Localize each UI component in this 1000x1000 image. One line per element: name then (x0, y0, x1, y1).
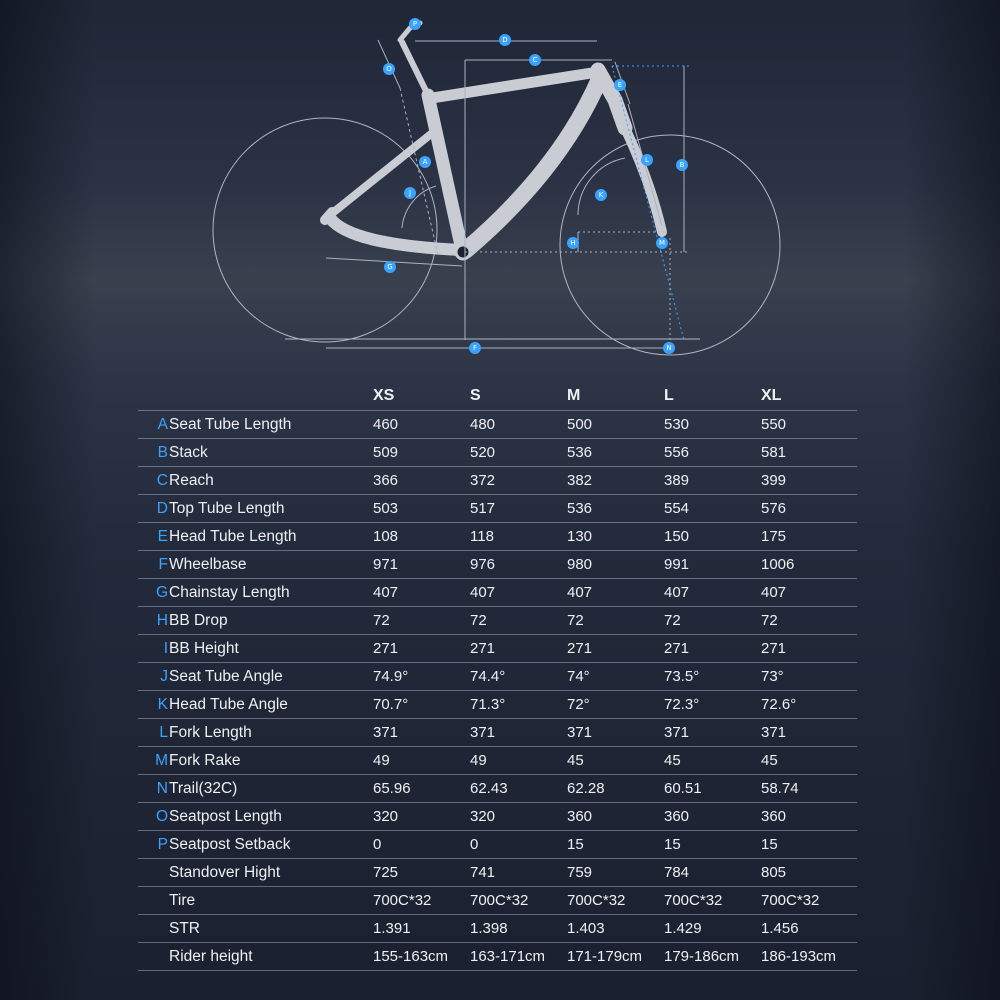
dimension-name-cell (138, 747, 373, 775)
dimension-name: Seatpost Setback (169, 835, 291, 853)
table-row (138, 887, 857, 915)
value-cell: 971 (373, 551, 470, 579)
value-cell: 805 (761, 859, 857, 887)
badge-letter: N (666, 344, 672, 352)
bike-geometry-diagram (0, 0, 1000, 380)
value-cell: 382 (567, 467, 664, 495)
value-cell: 1.456 (761, 915, 857, 943)
size-header: XL (761, 382, 857, 411)
value-cell: 1.403 (567, 915, 664, 943)
value-cell: 554 (664, 495, 761, 523)
dimension-letter: N (156, 779, 168, 797)
badge-letter: F (472, 344, 478, 352)
value-cell: 407 (761, 579, 857, 607)
dimension-letter: A (157, 415, 168, 433)
size-header: S (470, 382, 567, 411)
table-row (138, 495, 857, 523)
dimension-letter: J (160, 667, 168, 685)
value-cell: 360 (664, 803, 761, 831)
value-cell: 576 (761, 495, 857, 523)
value-cell: 320 (373, 803, 470, 831)
badge-letter: H (570, 239, 576, 247)
value-cell: 991 (664, 551, 761, 579)
dimension-name: Reach (169, 471, 214, 489)
value-cell: 0 (373, 831, 470, 859)
value-cell: 271 (664, 635, 761, 663)
dimension-letter: F (158, 555, 168, 573)
dimension-name-cell (138, 691, 373, 719)
value-cell: 49 (470, 747, 567, 775)
value-cell: 73° (761, 663, 857, 691)
dimension-name-cell (138, 831, 373, 859)
table-row (138, 579, 857, 607)
value-cell: 72 (567, 607, 664, 635)
value-cell: 500 (567, 411, 664, 439)
table-header-row (138, 382, 857, 411)
value-cell: 556 (664, 439, 761, 467)
dimension-name-cell (138, 439, 373, 467)
value-cell: 179-186cm (664, 943, 761, 971)
value-cell: 741 (470, 859, 567, 887)
value-cell: 73.5° (664, 663, 761, 691)
dimension-badge-e (614, 79, 626, 91)
value-cell: 371 (470, 719, 567, 747)
value-cell: 550 (761, 411, 857, 439)
dimension-badge-f (469, 342, 481, 354)
dimension-letter: G (155, 583, 168, 601)
dimension-name-cell (138, 719, 373, 747)
dimension-letter: O (155, 807, 168, 825)
value-cell: 271 (470, 635, 567, 663)
dimension-name: Top Tube Length (169, 499, 285, 517)
dimension-name: Trail(32C) (169, 779, 238, 797)
value-cell: 72.3° (664, 691, 761, 719)
dropout (325, 212, 332, 220)
table-row (138, 467, 857, 495)
value-cell: 15 (761, 831, 857, 859)
dimension-name-cell (138, 495, 373, 523)
dimension-name-cell (138, 887, 373, 915)
badge-letter: O (386, 65, 392, 73)
dimension-badge-o (383, 63, 395, 75)
value-cell: 976 (470, 551, 567, 579)
dimension-name-cell (138, 915, 373, 943)
badge-letter: G (387, 263, 393, 271)
dimension-badge-j (404, 187, 416, 199)
value-cell: 700C*32 (373, 887, 470, 915)
value-cell: 1.391 (373, 915, 470, 943)
seat-stay (330, 130, 436, 215)
value-cell: 371 (567, 719, 664, 747)
dimension-name: STR (169, 919, 200, 937)
value-cell: 271 (567, 635, 664, 663)
dimension-name-cell (138, 551, 373, 579)
arc-head-angle (578, 158, 625, 215)
value-cell: 389 (664, 467, 761, 495)
value-cell: 980 (567, 551, 664, 579)
header-blank (138, 382, 373, 411)
dimension-badge-a (419, 156, 431, 168)
dimension-badge-n (663, 342, 675, 354)
dimension-name: Rider height (169, 947, 253, 965)
value-cell: 581 (761, 439, 857, 467)
dimension-name-cell (138, 607, 373, 635)
table-row (138, 523, 857, 551)
value-cell: 271 (373, 635, 470, 663)
value-cell: 784 (664, 859, 761, 887)
value-cell: 65.96 (373, 775, 470, 803)
table-row (138, 747, 857, 775)
value-cell: 72 (761, 607, 857, 635)
down-tube (466, 78, 600, 250)
dimension-letter: D (156, 499, 168, 517)
badge-letter: K (598, 191, 604, 199)
value-cell: 71.3° (470, 691, 567, 719)
dimension-name: Chainstay Length (169, 583, 290, 601)
badge-letter: P (412, 20, 418, 28)
dimension-name: Tire (169, 891, 196, 909)
value-cell: 74.9° (373, 663, 470, 691)
value-cell: 45 (761, 747, 857, 775)
dimension-name-cell (138, 803, 373, 831)
size-header: L (664, 382, 761, 411)
value-cell: 460 (373, 411, 470, 439)
table-row (138, 719, 857, 747)
table-row (138, 439, 857, 467)
dimension-name-cell (138, 859, 373, 887)
dimension-name-cell (138, 635, 373, 663)
value-cell: 360 (761, 803, 857, 831)
dimension-letter: I (163, 639, 168, 657)
value-cell: 62.28 (567, 775, 664, 803)
dimension-name: Standover Hight (169, 863, 281, 881)
value-cell: 700C*32 (664, 887, 761, 915)
dimension-badge-l (641, 154, 653, 166)
value-cell: 480 (470, 411, 567, 439)
dimension-letter: P (157, 835, 168, 853)
table-row (138, 691, 857, 719)
value-cell: 520 (470, 439, 567, 467)
dimension-badge-b (676, 159, 688, 171)
bottom-bracket (456, 245, 470, 259)
value-cell: 155-163cm (373, 943, 470, 971)
dimension-badge-h (567, 237, 579, 249)
value-cell: 60.51 (664, 775, 761, 803)
wheels (213, 118, 780, 355)
value-cell: 70.7° (373, 691, 470, 719)
value-cell: 62.43 (470, 775, 567, 803)
dimension-name: BB Drop (169, 611, 228, 629)
badge-letter: A (422, 158, 428, 166)
value-cell: 407 (470, 579, 567, 607)
value-cell: 503 (373, 495, 470, 523)
dimension-name: Wheelbase (169, 555, 247, 573)
value-cell: 530 (664, 411, 761, 439)
value-cell: 725 (373, 859, 470, 887)
badge-letter: M (658, 239, 666, 247)
dimension-letter: B (157, 443, 168, 461)
value-cell: 45 (664, 747, 761, 775)
value-cell: 186-193cm (761, 943, 857, 971)
dimension-badge-k (595, 189, 607, 201)
dimension-name-cell (138, 467, 373, 495)
value-cell: 371 (664, 719, 761, 747)
value-cell: 700C*32 (761, 887, 857, 915)
value-cell: 320 (470, 803, 567, 831)
value-cell: 372 (470, 467, 567, 495)
value-cell: 45 (567, 747, 664, 775)
dimension-name-cell (138, 579, 373, 607)
dimension-badge-g (384, 261, 396, 273)
value-cell: 72 (373, 607, 470, 635)
value-cell: 108 (373, 523, 470, 551)
value-cell: 74° (567, 663, 664, 691)
dimension-name-cell (138, 775, 373, 803)
dimension-name: Head Tube Angle (169, 695, 288, 713)
value-cell: 759 (567, 859, 664, 887)
dimension-name: Fork Length (169, 723, 252, 741)
dimension-name: Seat Tube Angle (169, 667, 283, 685)
dimension-name-cell (138, 943, 373, 971)
table-row (138, 803, 857, 831)
value-cell: 15 (567, 831, 664, 859)
dimension-name: Stack (169, 443, 208, 461)
value-cell: 700C*32 (470, 887, 567, 915)
value-cell: 1.398 (470, 915, 567, 943)
table-row (138, 607, 857, 635)
table-row (138, 663, 857, 691)
chain-stay (330, 218, 462, 250)
value-cell: 371 (373, 719, 470, 747)
dimension-name: BB Height (169, 639, 239, 657)
value-cell: 360 (567, 803, 664, 831)
badge-letter: E (617, 81, 623, 89)
badge-letter: J (408, 189, 412, 197)
dimension-name-cell (138, 663, 373, 691)
dimension-name-cell (138, 411, 373, 439)
badge-letter: L (645, 156, 649, 164)
dimension-letter: H (156, 611, 168, 629)
value-cell: 536 (567, 495, 664, 523)
value-cell: 1.429 (664, 915, 761, 943)
dimension-name: Fork Rake (169, 751, 241, 769)
geometry-table (138, 382, 857, 971)
value-cell: 517 (470, 495, 567, 523)
value-cell: 0 (470, 831, 567, 859)
dimension-letter: M (155, 751, 168, 769)
seatpost-tube (402, 42, 428, 95)
dimension-letter: L (159, 723, 168, 741)
dimension-letter: C (156, 471, 168, 489)
dimension-letter: K (157, 695, 168, 713)
dimension-letter: E (157, 527, 168, 545)
value-cell: 15 (664, 831, 761, 859)
value-cell: 536 (567, 439, 664, 467)
value-cell: 72 (664, 607, 761, 635)
value-cell: 700C*32 (567, 887, 664, 915)
table-row (138, 775, 857, 803)
table-row (138, 411, 857, 439)
dimension-badge-c (529, 54, 541, 66)
value-cell: 58.74 (761, 775, 857, 803)
size-header: M (567, 382, 664, 411)
dimension-name: Head Tube Length (169, 527, 297, 545)
badge-letter: D (502, 36, 508, 44)
value-cell: 509 (373, 439, 470, 467)
table-row (138, 943, 857, 971)
value-cell: 72 (470, 607, 567, 635)
value-cell: 407 (567, 579, 664, 607)
value-cell: 371 (761, 719, 857, 747)
dimension-name-cell (138, 523, 373, 551)
value-cell: 163-171cm (470, 943, 567, 971)
value-cell: 175 (761, 523, 857, 551)
value-cell: 118 (470, 523, 567, 551)
value-cell: 72° (567, 691, 664, 719)
seat-tube (428, 95, 462, 250)
bike-frame (325, 23, 662, 250)
fork (624, 126, 662, 232)
value-cell: 74.4° (470, 663, 567, 691)
table-row (138, 635, 857, 663)
dimension-badge-d (499, 34, 511, 46)
value-cell: 150 (664, 523, 761, 551)
table-row (138, 915, 857, 943)
badge-letter: C (532, 56, 538, 64)
value-cell: 130 (567, 523, 664, 551)
value-cell: 1006 (761, 551, 857, 579)
table-row (138, 551, 857, 579)
dimension-badge-p (409, 18, 421, 30)
dimension-badge-m (656, 237, 668, 249)
value-cell: 271 (761, 635, 857, 663)
table-row (138, 831, 857, 859)
value-cell: 407 (664, 579, 761, 607)
value-cell: 407 (373, 579, 470, 607)
dimension-name: Seatpost Length (169, 807, 282, 825)
dimension-name: Seat Tube Length (169, 415, 292, 433)
badge-letter: B (679, 161, 685, 169)
value-cell: 49 (373, 747, 470, 775)
value-cell: 399 (761, 467, 857, 495)
value-cell: 72.6° (761, 691, 857, 719)
value-cell: 171-179cm (567, 943, 664, 971)
top-tube (432, 72, 598, 98)
value-cell: 366 (373, 467, 470, 495)
table-row (138, 859, 857, 887)
size-header: XS (373, 382, 470, 411)
